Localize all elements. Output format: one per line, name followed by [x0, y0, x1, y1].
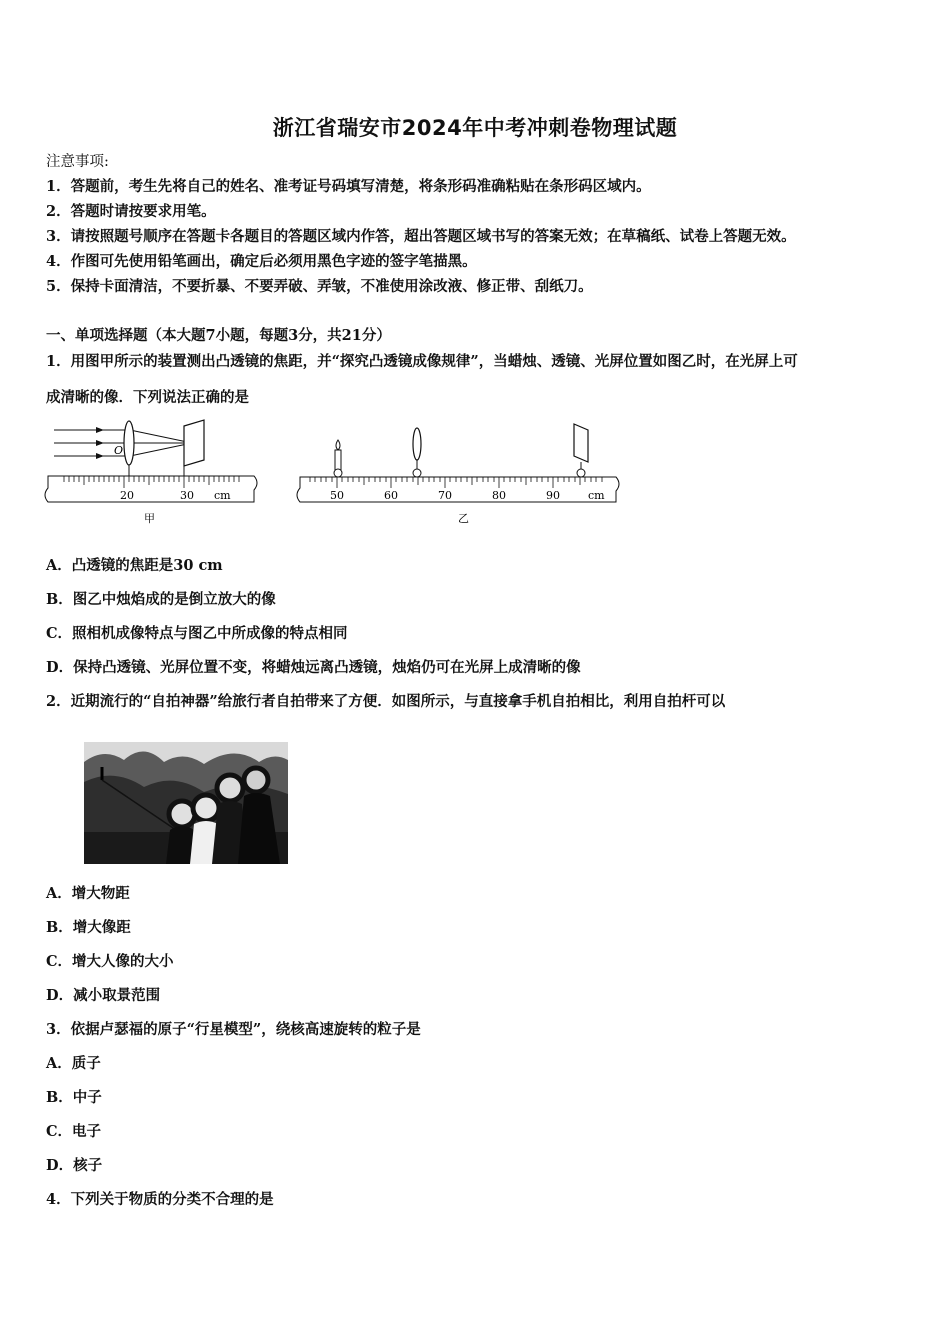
q1-option-c: C．照相机成像特点与图乙中所成像的特点相同	[46, 625, 348, 642]
figure-jia	[44, 418, 264, 528]
q1-stem-line1: 1．用图甲所示的装置测出凸透镜的焦距，并“探究凸透镜成像规律”，当蜡烛、透镜、光屏位置如图乙时，在光屏上可	[46, 353, 798, 370]
tick-label: 80	[492, 489, 506, 502]
tick-label: 20	[120, 489, 134, 502]
convex-lens-icon	[413, 428, 421, 460]
tick-label: 90	[546, 489, 560, 502]
q2-option-b: B．增大像距	[46, 919, 131, 936]
q2-option-d: D．减小取景范围	[46, 987, 161, 1004]
q3-option-b: B．中子	[46, 1089, 102, 1106]
unit-label: cm	[214, 489, 231, 502]
candle-flame-icon	[336, 440, 340, 450]
q2-option-c: C．增大人像的大小	[46, 953, 174, 970]
q1-stem-line2: 成清晰的像．下列说法正确的是	[46, 389, 249, 406]
tick-label: 30	[180, 489, 194, 502]
page-title: 浙江省瑞安市2024年中考冲刺卷物理试题	[272, 116, 678, 140]
q3-option-d: D．核子	[46, 1157, 103, 1174]
q3-option-a: A．质子	[46, 1055, 101, 1072]
candle-icon	[335, 450, 341, 470]
figure-label: 乙	[458, 512, 469, 525]
q3-option-c: C．电子	[46, 1123, 102, 1140]
section-heading: 一、单项选择题（本大题7小题，每题3分，共21分）	[46, 327, 391, 344]
light-screen-icon	[184, 420, 204, 466]
q1-option-a: A．凸透镜的焦距是30 cm	[46, 557, 223, 574]
light-screen-icon	[574, 424, 588, 462]
tick-label: 60	[384, 489, 398, 502]
tick-label: 70	[438, 489, 452, 502]
q4-stem: 4．下列关于物质的分类不合理的是	[46, 1191, 274, 1208]
notice-item-2: 2．答题时请按要求用笔。	[46, 203, 216, 220]
q3-stem: 3．依据卢瑟福的原子“行星模型”，绕核高速旋转的粒子是	[46, 1021, 421, 1038]
q2-stem: 2．近期流行的“自拍神器”给旅行者自拍带来了方便．如图所示，与直接拿手机自拍相比，利用自拍杆可以	[46, 693, 726, 710]
figure-label: 甲	[144, 512, 155, 525]
q2-option-a: A．增大物距	[46, 885, 130, 902]
notice-item-3: 3．请按照题号顺序在答题卡各题目的答题区域内作答，超出答题区域书写的答案无效；在草稿纸、试卷上答题无效。	[46, 228, 796, 245]
tick-label: 50	[330, 489, 344, 502]
notice-heading: 注意事项:	[46, 154, 109, 170]
notice-item-5: 5．保持卡面清洁，不要折暴、不要弄破、弄皱，不准使用涂改液、修正带、刮纸刀。	[46, 278, 593, 295]
figure-yi	[290, 418, 630, 528]
notice-item-4: 4．作图可先使用铅笔画出，确定后必须用黑色字迹的签字笔描黑。	[46, 253, 477, 270]
notice-item-1: 1．答题前，考生先将自己的姓名、准考证号码填写清楚，将条形码准确粘贴在条形码区域内。	[46, 178, 651, 195]
q1-option-b: B．图乙中烛焰成的是倒立放大的像	[46, 591, 276, 608]
unit-label: cm	[588, 489, 605, 502]
selfie-photo	[84, 742, 288, 864]
origin-label: O	[114, 444, 124, 457]
convex-lens-icon	[124, 421, 134, 465]
q1-option-d: D．保持凸透镜、光屏位置不变，将蜡烛远离凸透镜，烛焰仍可在光屏上成清晰的像	[46, 659, 581, 676]
